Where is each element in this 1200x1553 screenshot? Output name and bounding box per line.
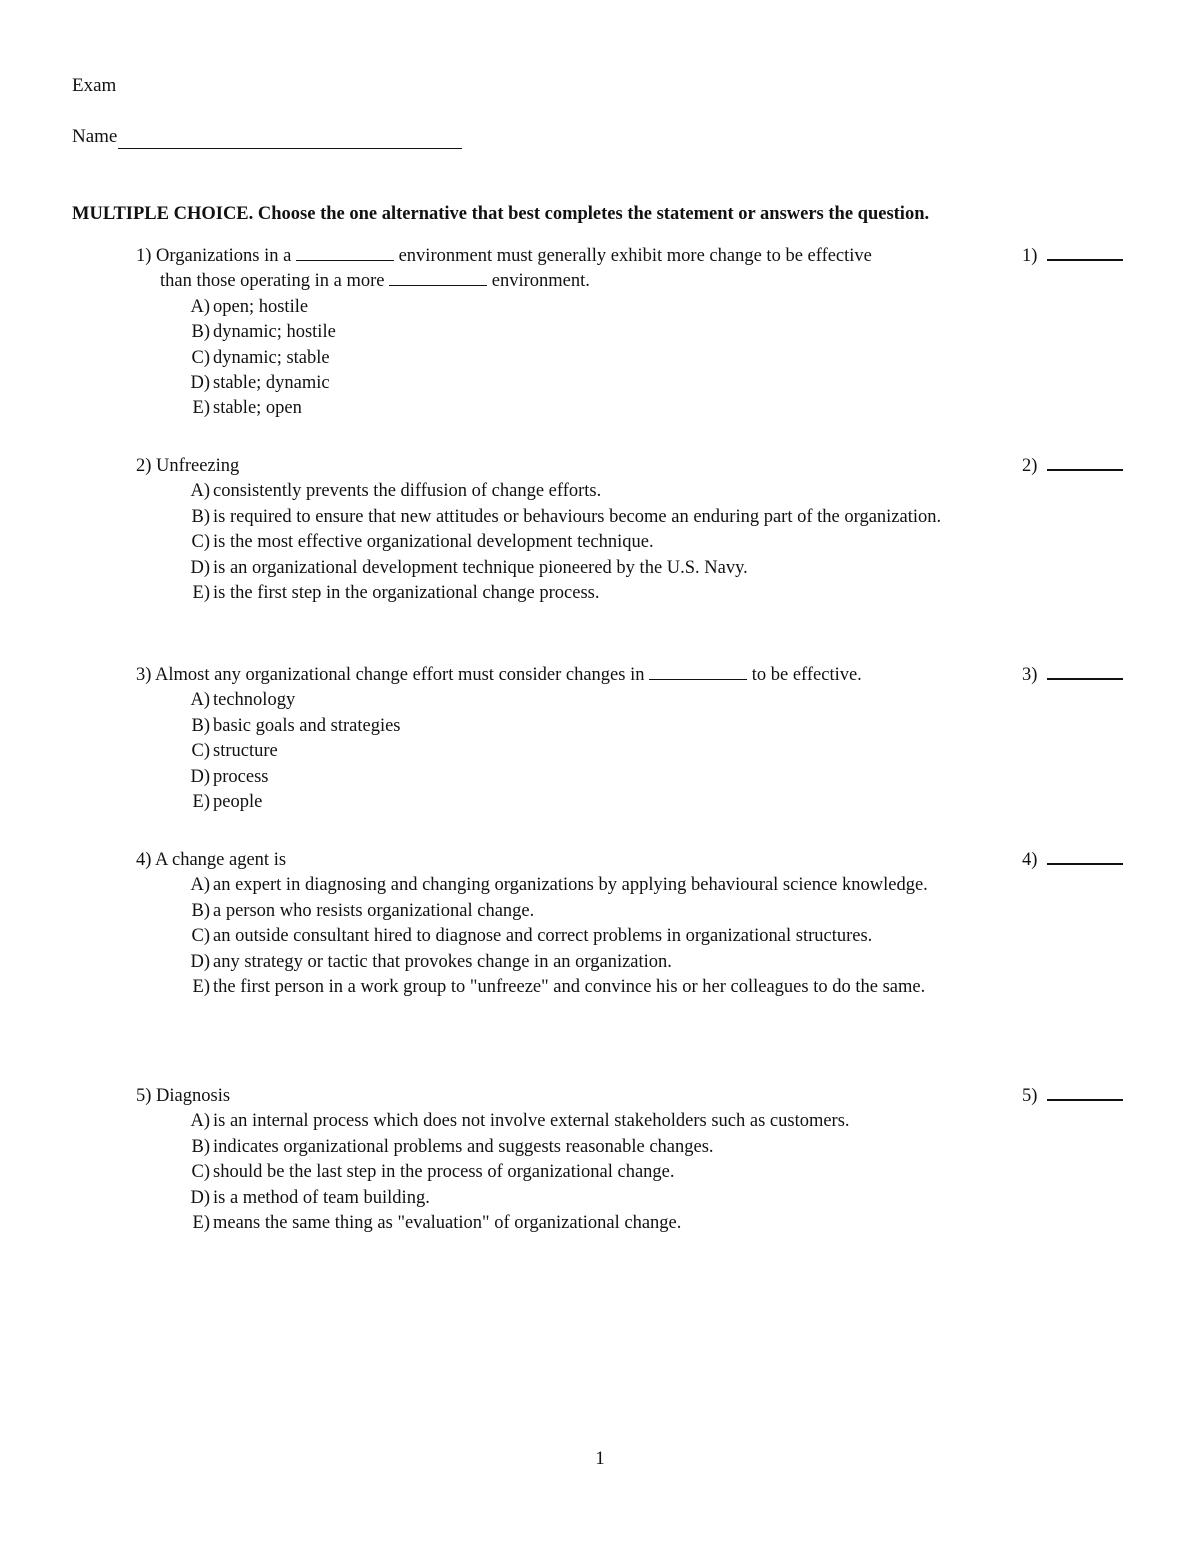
option-b[interactable]: B) a person who resists organizational change. [191, 900, 535, 921]
option-c[interactable]: C) an outside consultant hired to diagnose and correct problems in organizational structures. [191, 926, 873, 947]
question-3 [136, 663, 1136, 815]
option-a[interactable]: A) open; hostile [190, 296, 309, 317]
question-number: 1) [136, 246, 152, 266]
option-d[interactable]: D) is an organizational development technique pioneered by the U.S. Navy. [190, 557, 748, 578]
fill-in-blank [649, 664, 747, 680]
name-row [72, 124, 462, 149]
question-number: 5) [136, 1086, 152, 1106]
options-list [187, 1109, 1136, 1236]
answer-line[interactable] [1047, 1085, 1123, 1101]
question-stem: 4) A change agent is [136, 850, 287, 870]
instructions: MULTIPLE CHOICE. Choose the one alternative that best completes the statement or answers the question. [72, 204, 930, 224]
question-number: 2) [136, 456, 152, 476]
option-b[interactable]: B) dynamic; hostile [191, 322, 336, 343]
option-b[interactable]: B) basic goals and strategies [191, 715, 401, 736]
question-2 [136, 454, 1136, 606]
option-e[interactable]: E) the first person in a work group to "unfreeze" and convince his or her colleagues to do the same. [192, 977, 926, 998]
question-5 [136, 1084, 1136, 1236]
options-list [187, 479, 1136, 606]
exam-title: Exam [72, 75, 117, 96]
answer-line[interactable] [1047, 664, 1123, 680]
option-a[interactable]: A) consistently prevents the diffusion of change efforts. [190, 481, 602, 502]
answer-label: 1) [1022, 246, 1038, 266]
answer-line[interactable] [1047, 455, 1123, 471]
answer-slot [1022, 1084, 1123, 1109]
question-stem: 3) Almost any organizational change effort must consider changes in to be effective. [136, 665, 862, 685]
option-a[interactable]: A) technology [190, 690, 296, 711]
option-d[interactable]: D) process [190, 766, 269, 787]
answer-line[interactable] [1047, 849, 1123, 865]
options-list [187, 688, 1136, 815]
question-number: 3) [136, 665, 152, 685]
option-e[interactable]: E) is the first step in the organizational change process. [192, 583, 600, 604]
option-c[interactable]: C) dynamic; stable [191, 347, 330, 368]
answer-label: 5) [1022, 1086, 1038, 1106]
option-d[interactable]: D) any strategy or tactic that provokes change in an organization. [190, 951, 672, 972]
options-list [187, 873, 1136, 1000]
name-label: Name [72, 126, 118, 147]
answer-slot [1022, 244, 1123, 269]
option-e[interactable]: E) people [192, 792, 263, 813]
question-stem: 2) Unfreezing [136, 456, 240, 476]
option-c[interactable]: C) is the most effective organizational development technique. [191, 532, 654, 553]
answer-label: 4) [1022, 850, 1038, 870]
option-a[interactable]: A) is an internal process which does not involve external stakeholders such as customers. [190, 1111, 850, 1132]
option-b[interactable]: B) is required to ensure that new attitudes or behaviours become an enduring part of the organization. [191, 506, 942, 527]
option-e[interactable]: E) means the same thing as "evaluation" of organizational change. [192, 1213, 682, 1234]
fill-in-blank [296, 245, 394, 261]
question-4 [136, 848, 1136, 1000]
option-a[interactable]: A) an expert in diagnosing and changing organizations by applying behavioural science knowledge. [190, 875, 928, 896]
page-number: 1 [595, 1448, 605, 1469]
answer-label: 3) [1022, 665, 1038, 685]
option-c[interactable]: C) structure [191, 741, 278, 762]
answer-slot [1022, 454, 1123, 479]
answer-line[interactable] [1047, 245, 1123, 261]
question-1 [136, 244, 1136, 422]
answer-slot [1022, 848, 1123, 873]
option-c[interactable]: C) should be the last step in the process of organizational change. [191, 1162, 675, 1183]
name-field[interactable] [118, 128, 462, 149]
fill-in-blank [389, 270, 487, 286]
options-list [187, 295, 1136, 422]
question-stem: 5) Diagnosis [136, 1086, 231, 1106]
option-d[interactable]: D) stable; dynamic [190, 373, 330, 394]
question-stem: 1) Organizations in a environment must generally exhibit more change to be effective than those operating in a more environment. [136, 246, 872, 292]
question-number: 4) [136, 850, 152, 870]
answer-slot [1022, 663, 1123, 688]
answer-label: 2) [1022, 456, 1038, 476]
option-e[interactable]: E) stable; open [192, 398, 302, 419]
option-b[interactable]: B) indicates organizational problems and suggests reasonable changes. [191, 1136, 714, 1157]
option-d[interactable]: D) is a method of team building. [190, 1187, 430, 1208]
